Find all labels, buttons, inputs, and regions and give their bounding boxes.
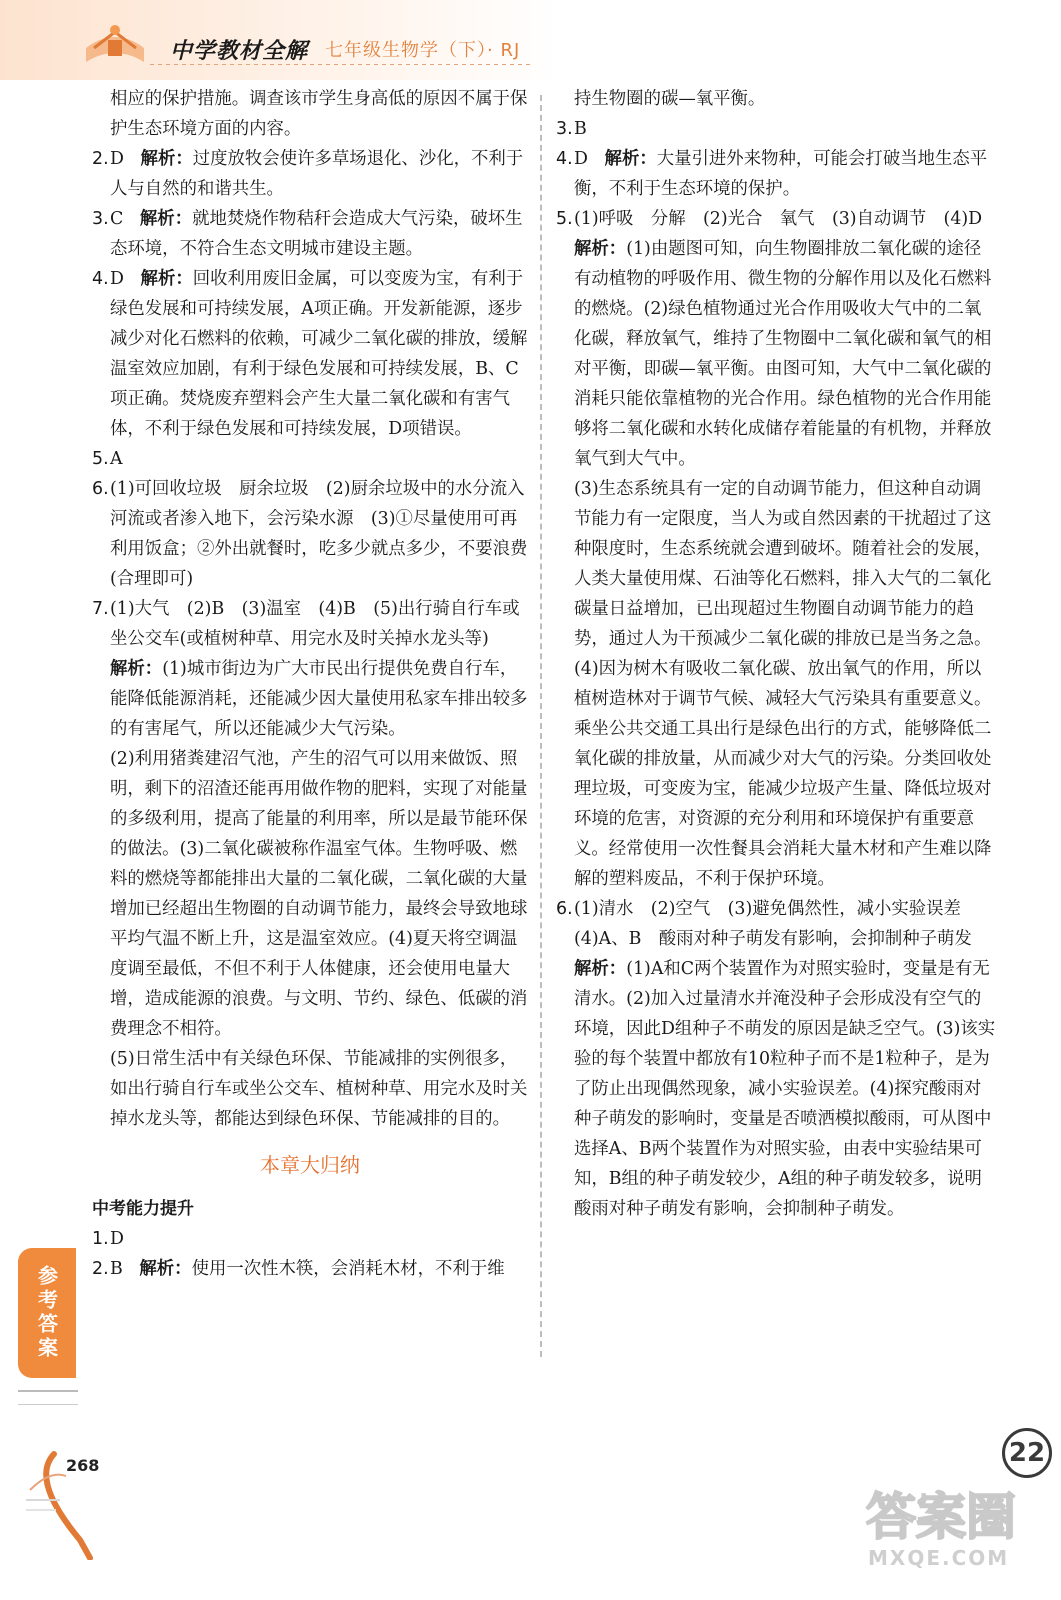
item-number: 4. [92, 269, 109, 289]
sub-heading: 中考能力提升 [92, 1199, 194, 1219]
item-answer: (1)清水 (2)空气 (3)避免偶然性，减小实验误差 (4)A、B 酸雨对种子萌发有影响，会抑制种子萌发 [574, 899, 979, 949]
item-answer: B [574, 119, 587, 139]
item-answer: D [574, 149, 588, 169]
item-number: 5. [92, 449, 109, 469]
answer-item-4 [92, 264, 528, 444]
item-answer: (1)呼吸 分解 (2)光合 氧气 (3)自动调节 (4)D [574, 209, 983, 229]
section-title: 本章大归纳 [260, 1153, 360, 1177]
analysis-text: (1)城市街边为广大市民出行提供免费自行车，能降低能源消耗，还能减少因大量使用私家车排出较多的有害尾气，所以还能减少大气污染。 [110, 659, 528, 739]
answer-item-6 [92, 474, 528, 594]
analysis-text: 过度放牧会使许多草场退化、沙化，不利于人与自然的和谐共生。 [110, 149, 524, 199]
item-number: 7. [92, 599, 109, 619]
side-tab-label: 参考答案 [34, 1265, 59, 1361]
item-number: 3. [556, 119, 573, 139]
item-number: 3. [92, 209, 109, 229]
answer-item-3 [92, 204, 528, 264]
item-number: 4. [556, 149, 573, 169]
analysis-paragraph: (2)利用猪粪建沼气池，产生的沼气可以用来做饭、照明，剩下的沼渣还能再用做作物的肥料，实现了对能量的多级利用，提高了能量的利用率，所以是最节能环保的做法。(3)二氧化碳被称作温室气体。生物呼吸、燃料的燃烧等都能排出大量的二氧化碳，二氧化碳的大量增加已经超出生物圈的自动调节能力，最终会导致地球平均气温不断上升，这是温室效应。(4)夏天将空调温度调至最低，不但不利于人体健康，还会使用电量大增，造成能源的浪费。与文明、节约、绿色、低碳的消费理念不相符。 [110, 749, 528, 1039]
analysis-paragraph [556, 234, 996, 474]
book-title: 中学教材全解 [170, 39, 309, 64]
analysis-label: 解析： [140, 149, 193, 169]
item-answer: B [110, 1259, 123, 1279]
side-rule [18, 1390, 78, 1392]
item-number: 5. [556, 209, 573, 229]
reference-answer-tab [18, 1248, 76, 1378]
analysis-label: 解析： [574, 239, 627, 259]
page-number: 268 [66, 1456, 100, 1475]
header-rule [150, 64, 530, 65]
analysis-label: 解析： [139, 209, 193, 229]
left-column [92, 84, 528, 1284]
analysis-paragraph [556, 954, 996, 1224]
watermark-url: MXQE.COM [868, 1546, 1010, 1570]
analysis-text: 就地焚烧作物秸秆会造成大气污染，破坏生态环境，不符合生态文明城市建设主题。 [110, 209, 523, 259]
answer-item-c2 [92, 1254, 528, 1284]
analysis-text: 使用一次性木筷，会消耗木材，不利于维 [191, 1259, 505, 1279]
answer-item-c3 [556, 114, 996, 144]
answer-item-c5 [556, 204, 996, 234]
answer-item-5 [92, 444, 528, 474]
book-logo-icon [80, 18, 150, 70]
answer-item-c6 [556, 894, 996, 954]
item-number: 1. [92, 1229, 109, 1249]
analysis-paragraph: (3)生态系统具有一定的自动调节能力，但这种自动调节能力有一定限度，当人为或自然因素的干扰超过了这种限度时，生态系统就会遭到破坏。随着社会的发展，人类大量使用煤、石油等化石燃料，排入大气的二氧化碳量日益增加，已出现超过生物圈自动调节能力的趋势，通过人为干预减少二氧化碳的排放已是当务之急。(4)因为树木有吸收二氧化碳、放出氧气的作用，所以植树造林对于调节气候、减轻大气污染具有重要意义。乘坐公共交通工具出行是绿色出行的方式，能够降低二氧化碳的排放量，从而减少对大气的污染。分类回收处理垃圾，可变废为宝，能减少垃圾产生量、降低垃圾对环境的危害，对资源的充分利用和环境保护有重要意义。经常使用一次性餐具会消耗大量木材和产生难以降解的塑料废品，不利于保护环境。 [574, 479, 992, 889]
analysis-label: 解析： [140, 269, 193, 289]
continued-text: 相应的保护措施。调查该市学生身高低的原因不属于保护生态环境方面的内容。 [110, 89, 528, 139]
item-answer: (1)可回收垃圾 厨余垃圾 (2)厨余垃圾中的水分流入河流或者渗入地下，会污染水源 (3)①尽量使用可再利用饭盒；②外出就餐时，吃多少就点多少，不要浪费(合理即可) [110, 479, 528, 589]
answer-item-c4 [556, 144, 996, 204]
page-header [0, 0, 1061, 80]
book-subtitle: 七年级生物学（下）· RJ [325, 40, 521, 61]
analysis-label: 解析： [574, 959, 627, 979]
item-answer: D [110, 1229, 124, 1249]
column-divider [540, 95, 542, 1357]
analysis-text: (1)由题图可知，向生物圈排放二氧化碳的途径有动植物的呼吸作用、微生物的分解作用以及化石燃料的燃烧。(2)绿色植物通过光合作用吸收大气中的二氧化碳，释放氧气，维持了生物圈中二氧化碳和氧气的相对平衡，即碳—氧平衡。由图可知，大气中二氧化碳的消耗只能依靠植物的光合作用。绿色植物的光合作用能够将二氧化碳和水转化成储存着能量的有机物，并释放氧气到大气中。 [574, 239, 992, 469]
continued-text: 持生物圈的碳—氧平衡。 [574, 89, 766, 109]
analysis-paragraph: (5)日常生活中有关绿色环保、节能减排的实例很多，如出行骑自行车或坐公交车、植树种草、用完水及时关掉水龙头等，都能达到绿色环保、节能减排的目的。 [110, 1049, 528, 1129]
item-number: 2. [92, 1259, 109, 1279]
analysis-label: 解析： [110, 659, 163, 679]
analysis-text: 回收利用废旧金属，可以变废为宝，有利于绿色发展和可持续发展，A项正确。开发新能源，逐步减少对化石燃料的依赖，可减少二氧化碳的排放，缓解温室效应加剧，有利于绿色发展和可持续发展，B、C项正确。焚烧废弃塑料会产生大量二氧化碳和有害气体，不利于绿色发展和可持续发展，D项错误。 [110, 269, 528, 439]
watermark-logo-text: 答案圈 [866, 1488, 1016, 1546]
analysis-label: 解析： [604, 149, 657, 169]
item-answer: D [110, 269, 124, 289]
analysis-label: 解析： [139, 1259, 192, 1279]
item-number: 2. [92, 149, 109, 169]
item-answer: (1)大气 (2)B (3)温室 (4)B (5)出行骑自行车或坐公交车(或植树种草、用完水及时关掉水龙头等) [110, 599, 520, 649]
item-number: 6. [92, 479, 109, 499]
item-answer: C [110, 209, 124, 229]
watermark-badge: 22 [1002, 1428, 1052, 1478]
answer-item-7 [92, 594, 528, 654]
item-number: 6. [556, 899, 573, 919]
analysis-text: 大量引进外来物种，可能会打破当地生态平衡，不利于生态环境的保护。 [574, 149, 988, 199]
watermark-logo-icon [860, 1478, 1040, 1550]
analysis-paragraph [92, 654, 528, 744]
answer-item-2 [92, 144, 528, 204]
side-rule [18, 1404, 78, 1405]
item-answer: A [110, 449, 123, 469]
item-answer: D [110, 149, 124, 169]
right-column [556, 84, 996, 1224]
answer-item-c1 [92, 1224, 528, 1254]
analysis-text: (1)A和C两个装置作为对照实验时，变量是有无清水。(2)加入过量清水并淹没种子会形成没有空气的环境，因此D组种子不萌发的原因是缺乏空气。(3)该实验的每个装置中都放有10粒种子而不是1粒种子，是为了防止出现偶然现象，减小实验误差。(4)探究酸雨对种子萌发的影响时，变量是否喷洒模拟酸雨，可从图中选择A、B两个装置作为对照实验，由表中实验结果可知，B组的种子萌发较少，A组的种子萌发较多，说明酸雨对种子萌发有影响，会抑制种子萌发。 [574, 959, 996, 1219]
